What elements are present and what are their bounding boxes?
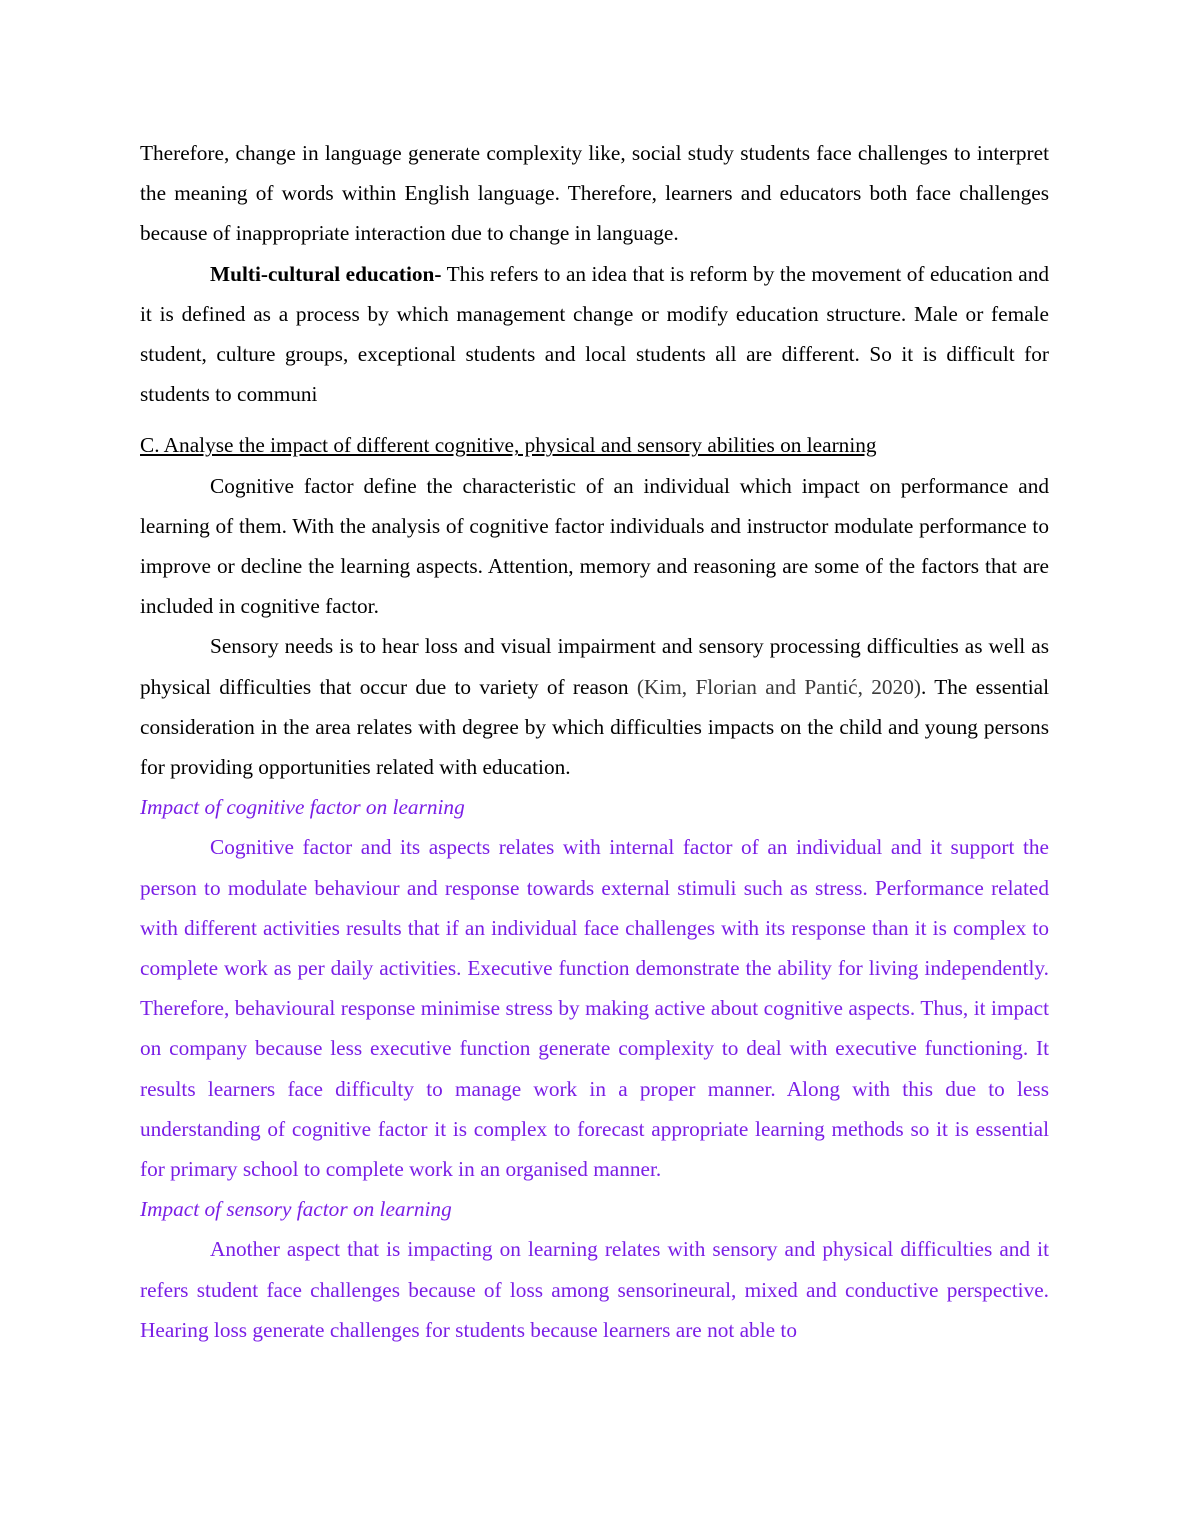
paragraph-cognitive-impact: Cognitive factor and its aspects relates with internal factor of an individual and it support the person to modulate behaviour and response towards external stimuli such as stress. Performance related with different activities results that if an individual face challenges with its response than it is complex to complete work as per daily activities. Executive function demonstrate the ability for living independently. Therefore, behavioural response minimise stress by making active about cognitive aspects. Thus, it impact on company because less executive function generate complexity to deal with executive functioning. It results learners face difficulty to manage work in a proper manner. Along with this due to less understanding of cognitive factor it is complex to forecast appropriate learning methods so it is essential for primary school to complete work in an organised manner. bbox=[140, 835, 1049, 1182]
multicultural-education-text: This refers to an idea that is reform by the movement of education and it is defined as a process by which management change or modify education structure. Male or female student, culture groups, exceptional students and local students all are different. So it is difficult for students to communi bbox=[140, 261, 1049, 407]
sensory-needs-text: Sensory needs is to hear loss and visual impairment and sensory processing difficulties as well as physical difficulties that occur due to variety of reason bbox=[140, 634, 1049, 699]
subheading-cognitive-impact: Impact of cognitive factor on learning bbox=[140, 795, 465, 820]
sensory-needs-text-continued: . The essential consideration in the area relates with degree by which difficulties impacts on the child and young persons for providing opportunities related with education. bbox=[140, 674, 1049, 780]
section-heading-c: C. Analyse the impact of different cognitive, physical and sensory abilities on learning bbox=[140, 433, 877, 458]
citation-kim-florian-pantic: (Kim, Florian and Pantić, 2020) bbox=[636, 674, 921, 699]
subheading-sensory-impact: Impact of sensory factor on learning bbox=[140, 1197, 452, 1222]
paragraph-cognitive-factor: Cognitive factor define the characteristic of an individual which impact on performance and learning of them. With the analysis of cognitive factor individuals and instructor modulate performance to improve or decline the learning aspects. Attention, memory and reasoning are some of the factors that are included in cognitive factor. bbox=[140, 473, 1049, 619]
multicultural-education-term: Multi-cultural education- bbox=[210, 261, 442, 286]
paragraph-sensory-impact: Another aspect that is impacting on learning relates with sensory and physical difficulties and it refers student face challenges because of loss among sensorineural, mixed and conductive perspective. Hearing loss generate challenges for students because learners are not able to bbox=[140, 1237, 1049, 1342]
document-page bbox=[140, 133, 1049, 1350]
paragraph-language-change: Therefore, change in language generate complexity like, social study students face challenges to interpret the meaning of words within English language. Therefore, learners and educators both face challenges because of inappropriate interaction due to change in language. bbox=[140, 141, 1049, 246]
paragraph-sensory-needs bbox=[140, 626, 1049, 787]
paragraph-multicultural-education bbox=[140, 254, 1049, 415]
